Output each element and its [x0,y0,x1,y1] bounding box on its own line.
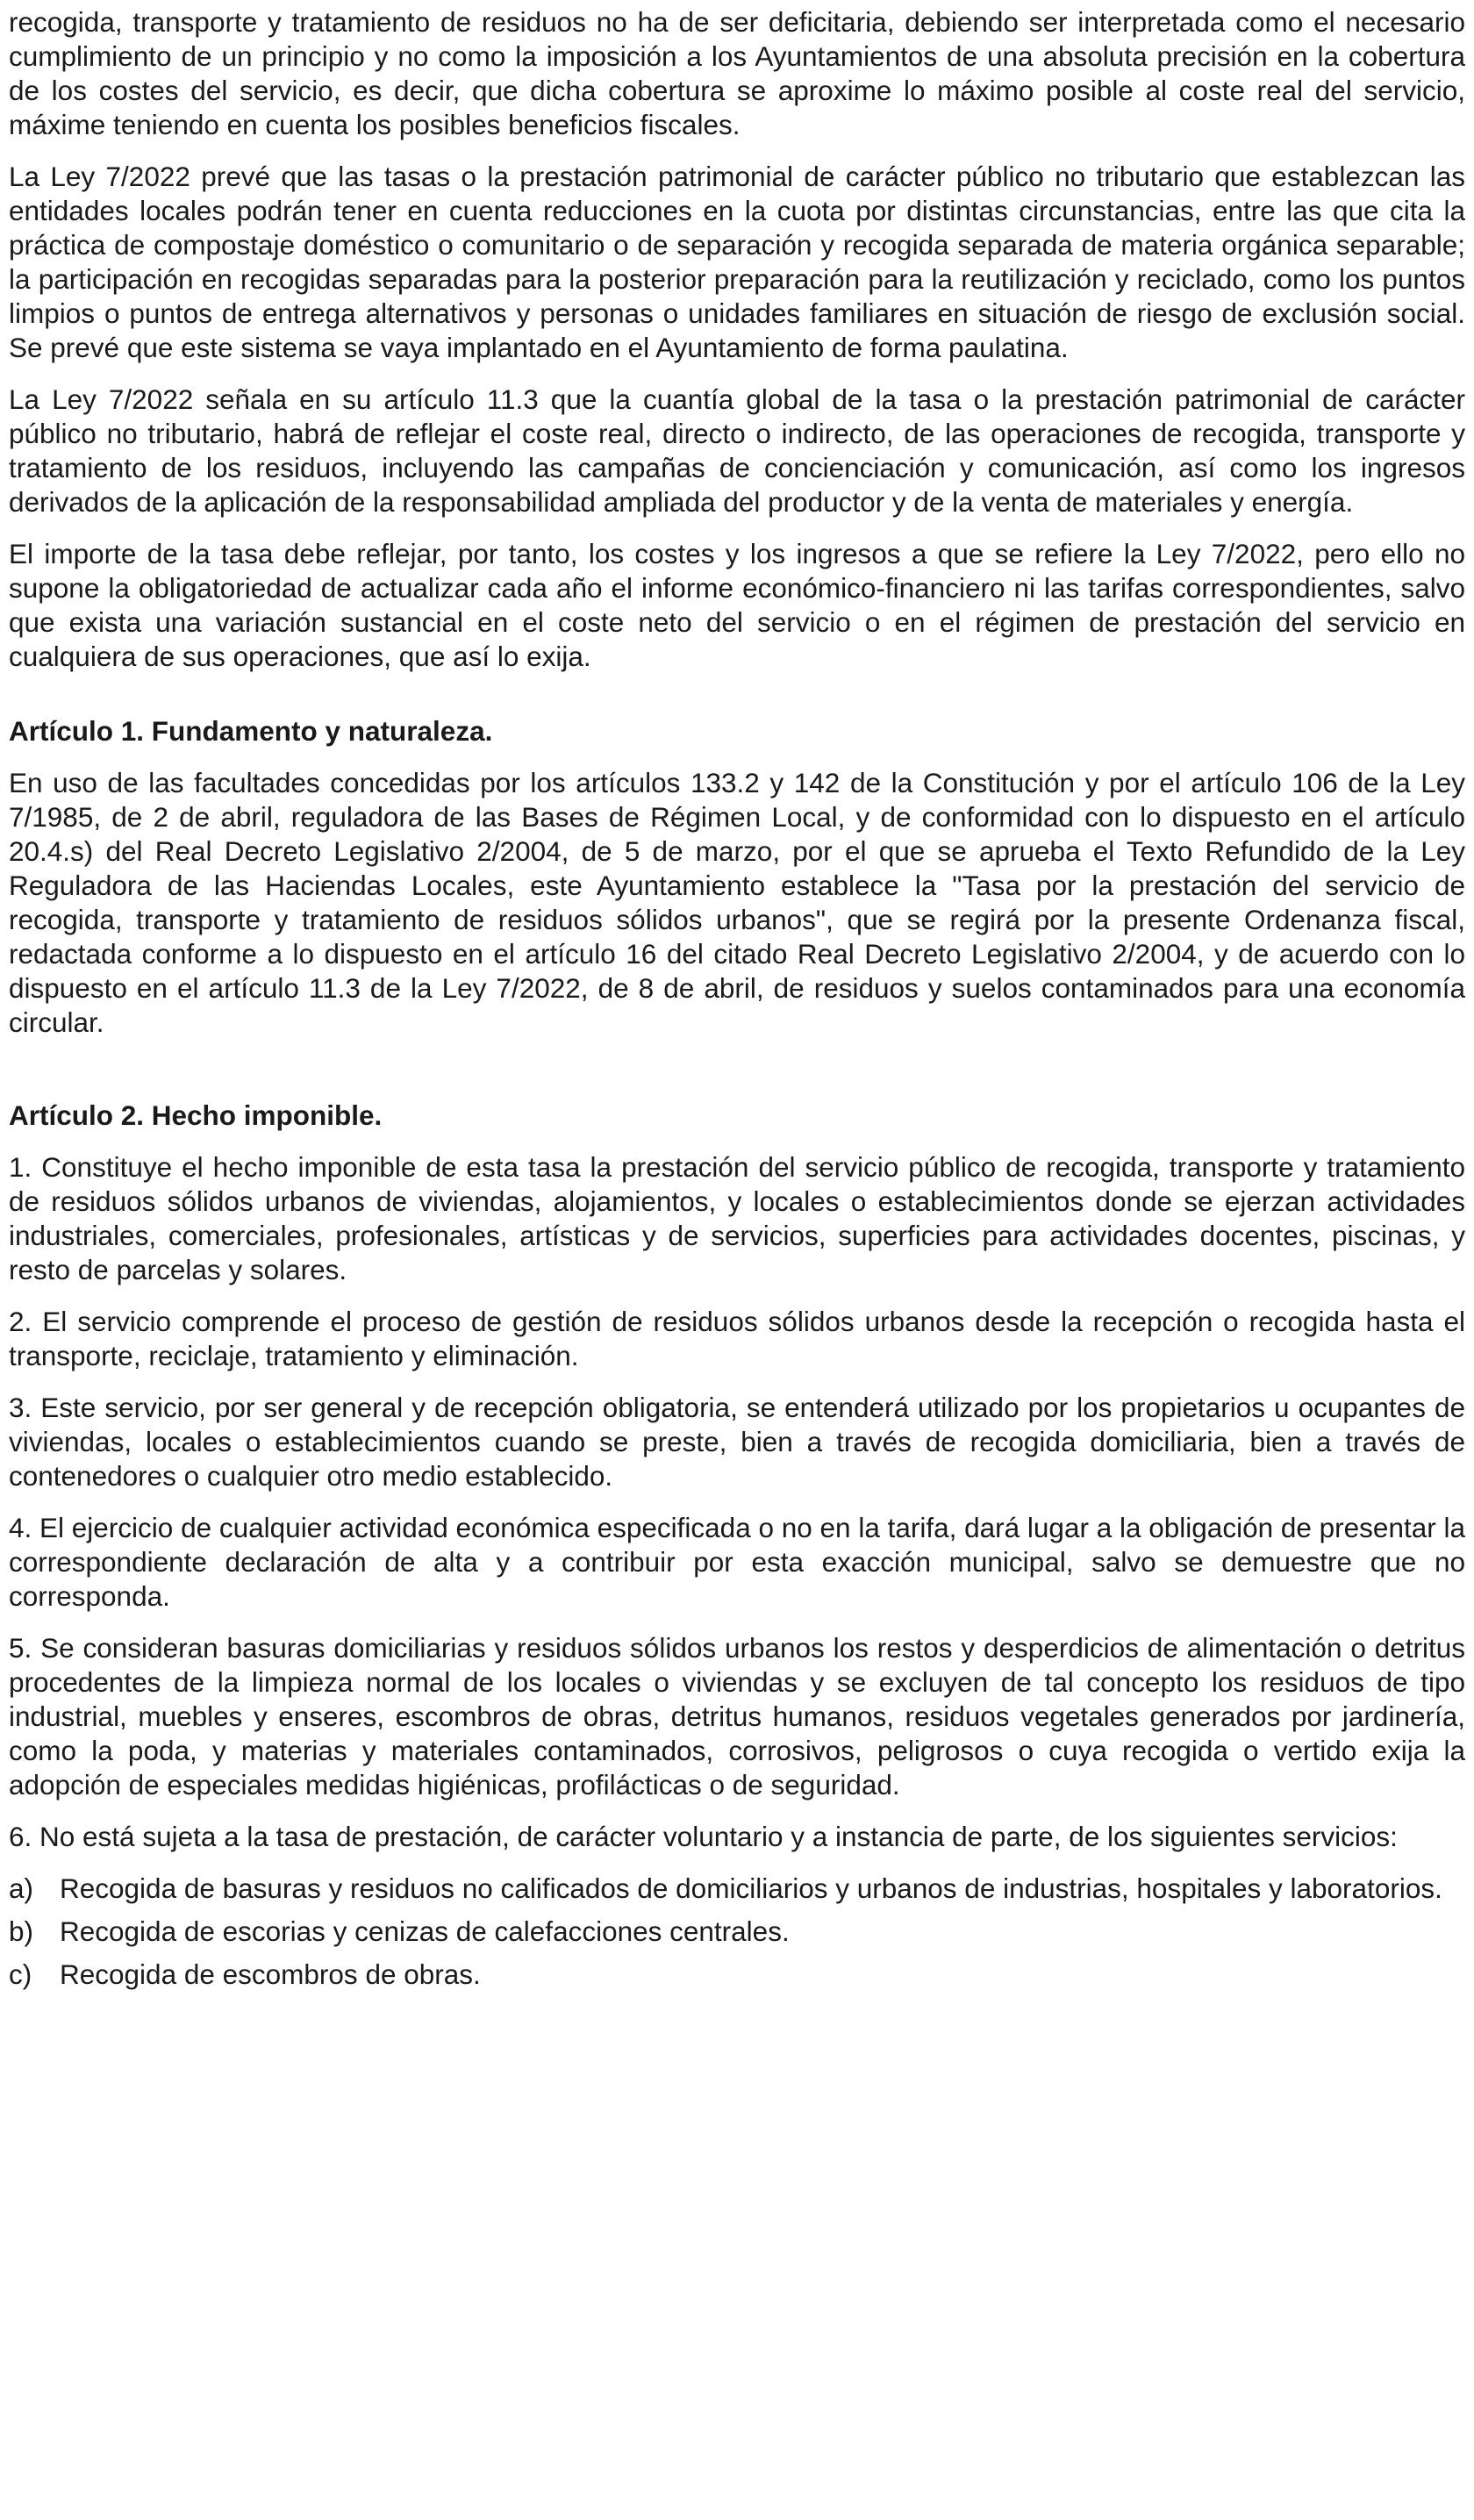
intro-paragraph-4: El importe de la tasa debe reflejar, por tanto, los costes y los ingresos a que se refiere la Ley 7/2022, pero ello no supone la obligatoriedad de actualizar cada año el informe económico-financiero ni las tarifas correspondientes, salvo que exista una variación sustancial en el coste neto del servicio o en el régimen de prestación del servicio en cualquiera de sus operaciones, que así lo exija. [9,538,1465,672]
article-1-heading: Artículo 1. Fundamento y naturaleza. [9,715,493,747]
list-item-text: Recogida de escombros de obras. [60,1958,481,1990]
list-item-text: Recogida de basuras y residuos no calificados de domiciliarios y urbanos de industrias, hospitales y laboratorios. [60,1872,1442,1904]
article-2-heading: Artículo 2. Hecho imponible. [9,1099,383,1131]
article-2-paragraph-1: 1. Constituye el hecho imponible de esta tasa la prestación del servicio público de recogida, transporte y tratamiento de residuos sólidos urbanos de viviendas, alojamientos, y locales o establecimientos donde se ejerzan actividades industriales, comerciales, profesionales, artísticas y de servicios, superficies para actividades docentes, piscinas, y resto de parcelas y solares. [9,1151,1465,1285]
list-item-b [9,1915,1465,1949]
list-item-c [9,1958,1465,1992]
list-item-text: Recogida de escorias y cenizas de calefacciones centrales. [60,1915,790,1947]
document-page [9,5,1465,2001]
list-item-a [9,1872,1465,1906]
article-2-paragraph-3: 3. Este servicio, por ser general y de recepción obligatoria, se entenderá utilizado por los propietarios u ocupantes de viviendas, locales o establecimientos cuando se preste, bien a través de recogida domiciliaria, bien a través de contenedores o cualquier otro medio establecido. [9,1392,1465,1492]
article-2-paragraph-2: 2. El servicio comprende el proceso de gestión de residuos sólidos urbanos desde la recepción o recogida hasta el transporte, reciclaje, tratamiento y eliminación. [9,1306,1465,1371]
intro-paragraph-2: La Ley 7/2022 prevé que las tasas o la prestación patrimonial de carácter público no tributario que establezcan las entidades locales podrán tener en cuenta reducciones en la cuota por distintas circunstancias, entre las que cita la práctica de compostaje doméstico o comunitario o de separación y recogida separada de materia orgánica separable; la participación en recogidas separadas para la posterior preparación para la reutilización y reciclado, como los puntos limpios o puntos de entrega alternativos y personas o unidades familiares en situación de riesgo de exclusión social. Se prevé que este sistema se vaya implantado en el Ayuntamiento de forma paulatina. [9,161,1465,363]
list-marker: c) [9,1958,32,1990]
intro-paragraph-3: La Ley 7/2022 señala en su artículo 11.3 que la cuantía global de la tasa o la prestación patrimonial de carácter público no tributario, habrá de reflejar el coste real, directo o indirecto, de las operaciones de recogida, transporte y tratamiento de los residuos, incluyendo las campañas de concienciación y comunicación, así como los ingresos derivados de la aplicación de la responsabilidad ampliada del productor y de la venta de materiales y energía. [9,383,1465,518]
intro-paragraph-1: recogida, transporte y tratamiento de residuos no ha de ser deficitaria, debiendo ser interpretada como el necesario cumplimiento de un principio y no como la imposición a los Ayuntamientos de una absoluta precisión en la cobertura de los costes del servicio, es decir, que dicha cobertura se aproxime lo máximo posible al coste real del servicio, máxime teniendo en cuenta los posibles beneficios fiscales. [9,6,1465,140]
article-2-paragraph-4: 4. El ejercicio de cualquier actividad económica especificada o no en la tarifa, dará lugar a la obligación de presentar la correspondiente declaración de alta y a contribuir por esta exacción municipal, salvo se demuestre que no corresponda. [9,1512,1465,1612]
article-1-text: En uso de las facultades concedidas por los artículos 133.2 y 142 de la Constitución y por el artículo 106 de la Ley 7/1985, de 2 de abril, reguladora de las Bases de Régimen Local, y de conformidad con lo dispuesto en el artículo 20.4.s) del Real Decreto Legislativo 2/2004, de 5 de marzo, por el que se aprueba el Texto Refundido de la Ley Reguladora de las Haciendas Locales, este Ayuntamiento establece la "Tasa por la prestación del servicio de recogida, transporte y tratamiento de residuos sólidos urbanos", que se regirá por la presente Ordenanza fiscal, redactada conforme a lo dispuesto en el artículo 16 del citado Real Decreto Legislativo 2/2004, y de acuerdo con lo dispuesto en el artículo 11.3 de la Ley 7/2022, de 8 de abril, de residuos y suelos contaminados para una economía circular. [9,767,1465,1038]
article-2-paragraph-6: 6. No está sujeta a la tasa de prestación, de carácter voluntario y a instancia de parte, de los siguientes servicios: [9,1821,1398,1852]
list-marker: b) [9,1915,34,1947]
list-marker: a) [9,1872,34,1904]
article-2-paragraph-5: 5. Se consideran basuras domiciliarias y residuos sólidos urbanos los restos y desperdicios de alimentación o detritus procedentes de la limpieza normal de los locales o viviendas y se excluyen de tal concepto los residuos de tipo industrial, muebles y enseres, escombros de obras, detritus humanos, residuos vegetales generados por jardinería, como la poda, y materias y materiales contaminados, corrosivos, peligrosos o cuya recogida o vertido exija la adopción de especiales medidas higiénicas, profilácticas o de seguridad. [9,1632,1465,1801]
